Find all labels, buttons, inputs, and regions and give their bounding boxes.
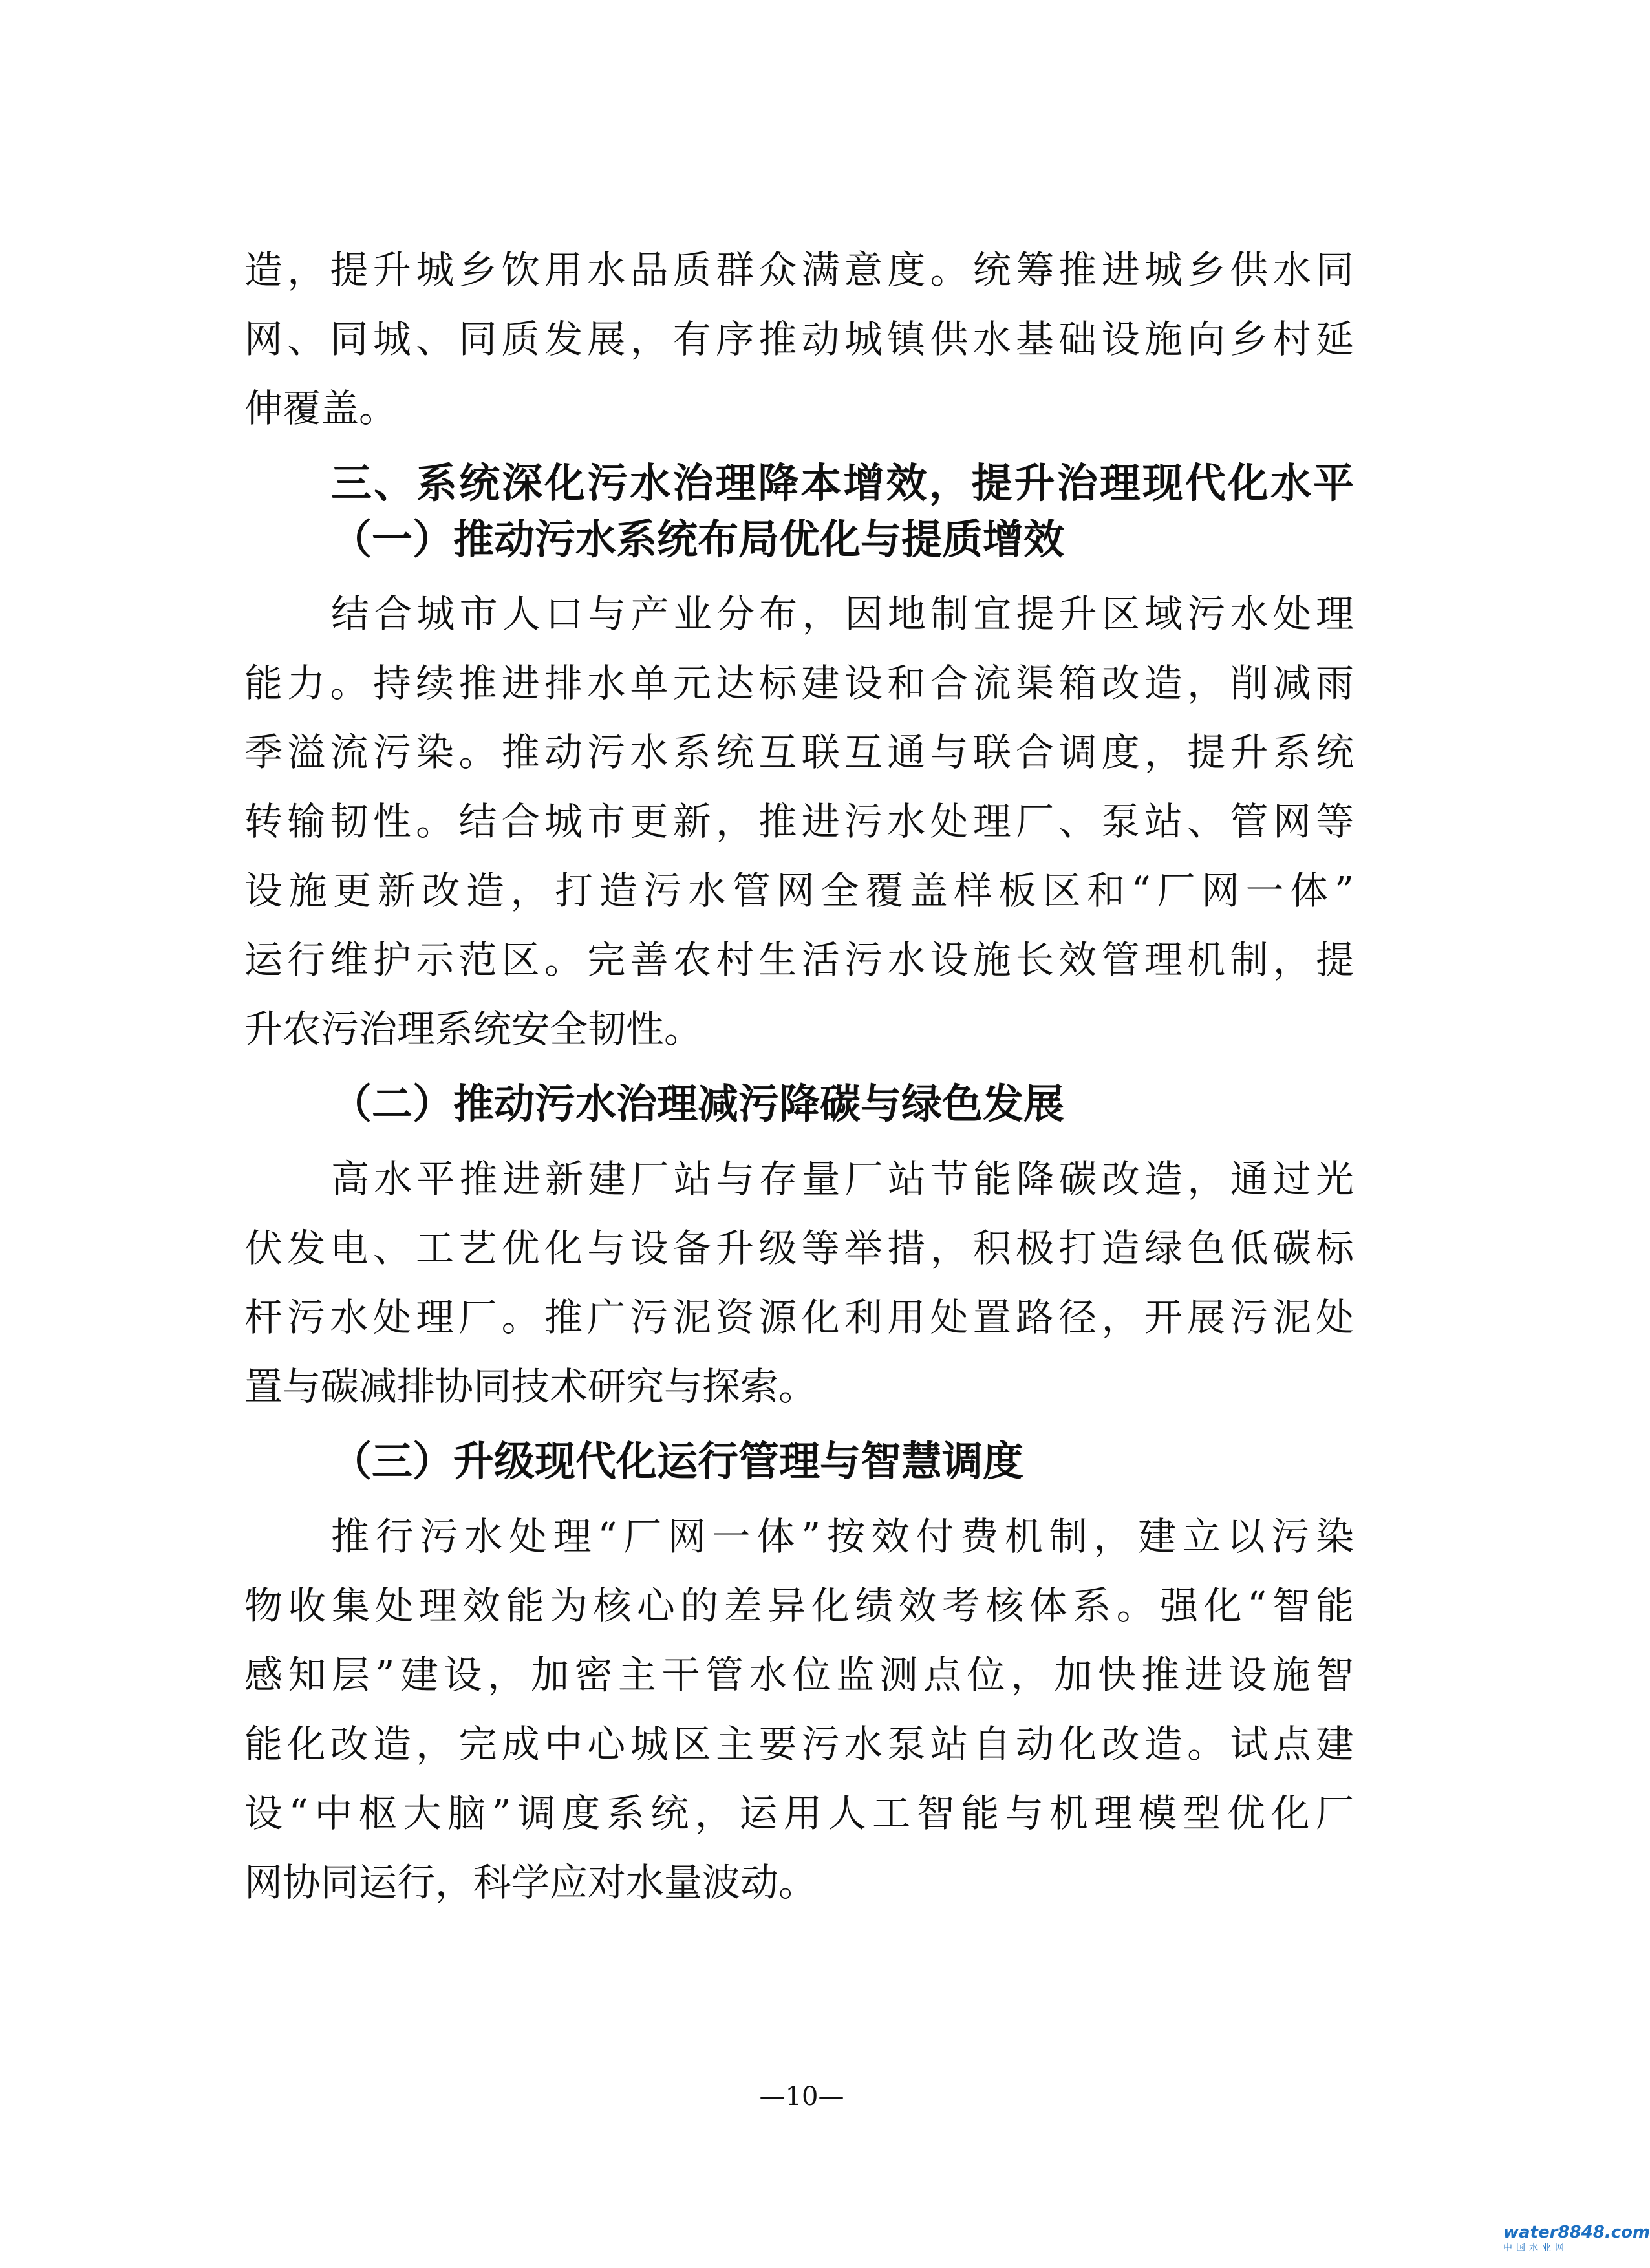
- body-text-line: 伏发电、工艺优化与设备升级等举措，积极打造绿色低碳标: [244, 1226, 1354, 1270]
- body-text-line: 转输韧性。结合城市更新，推进污水处理厂、泵站、管网等: [244, 799, 1354, 844]
- subsection-heading: （一）推动污水系统布局优化与提质增效: [331, 516, 1064, 563]
- body-text-line: 运行维护示范区。完善农村生活污水设施长效管理机制，提: [244, 937, 1354, 982]
- body-text-line: 造，提升城乡饮用水品质群众满意度。统筹推进城乡供水同: [244, 248, 1354, 292]
- body-text-line: 物收集处理效能为核心的差异化绩效考核体系。强化“智能: [244, 1583, 1354, 1628]
- body-text-line: 高水平推进新建厂站与存量厂站节能降碳改造，通过光: [331, 1157, 1354, 1201]
- watermark-logo: [1503, 2223, 1650, 2262]
- body-text-line: 设施更新改造，打造污水管网全覆盖样板区和“厂网一体”: [244, 868, 1354, 913]
- subsection-heading: （二）推动污水治理减污降碳与绿色发展: [331, 1080, 1064, 1128]
- body-text-line: 伸覆盖。: [244, 386, 398, 431]
- page-number: —10—: [759, 2082, 844, 2112]
- section-heading: 三、系统深化污水治理降本增效，提升治理现代化水平: [331, 460, 1354, 507]
- body-text-line: 升农污治理系统安全韧性。: [244, 1007, 703, 1051]
- body-text-line: 置与碳减排协同技术研究与探索。: [244, 1364, 817, 1409]
- body-text-line: 网、同城、同质发展，有序推动城镇供水基础设施向乡村延: [244, 317, 1354, 361]
- subsection-heading: （三）升级现代化运行管理与智慧调度: [331, 1438, 1023, 1485]
- body-text-line: 网协同运行，科学应对水量波动。: [244, 1860, 817, 1905]
- body-text-line: 能化改造，完成中心城区主要污水泵站自动化改造。试点建: [244, 1722, 1354, 1766]
- body-text-line: 能力。持续推进排水单元达标建设和合流渠箱改造，削减雨: [244, 661, 1354, 705]
- body-text-line: 感知层”建设，加密主干管水位监测点位，加快推进设施智: [244, 1653, 1354, 1697]
- body-text-line: 推行污水处理“厂网一体”按效付费机制，建立以污染: [331, 1514, 1354, 1559]
- body-text-line: 杆污水处理厂。推广污泥资源化利用处置路径，开展污泥处: [244, 1295, 1354, 1340]
- body-text-line: 季溢流污染。推动污水系统互联互通与联合调度，提升系统: [244, 730, 1354, 775]
- body-text-line: 结合城市人口与产业分布，因地制宜提升区域污水处理: [331, 592, 1354, 636]
- watermark-subtitle: 中国水业网: [1503, 2243, 1568, 2253]
- body-text-line: 设“中枢大脑”调度系统，运用人工智能与机理模型优化厂: [244, 1791, 1354, 1835]
- watermark-logo-text: water8848.com: [1503, 2223, 1650, 2242]
